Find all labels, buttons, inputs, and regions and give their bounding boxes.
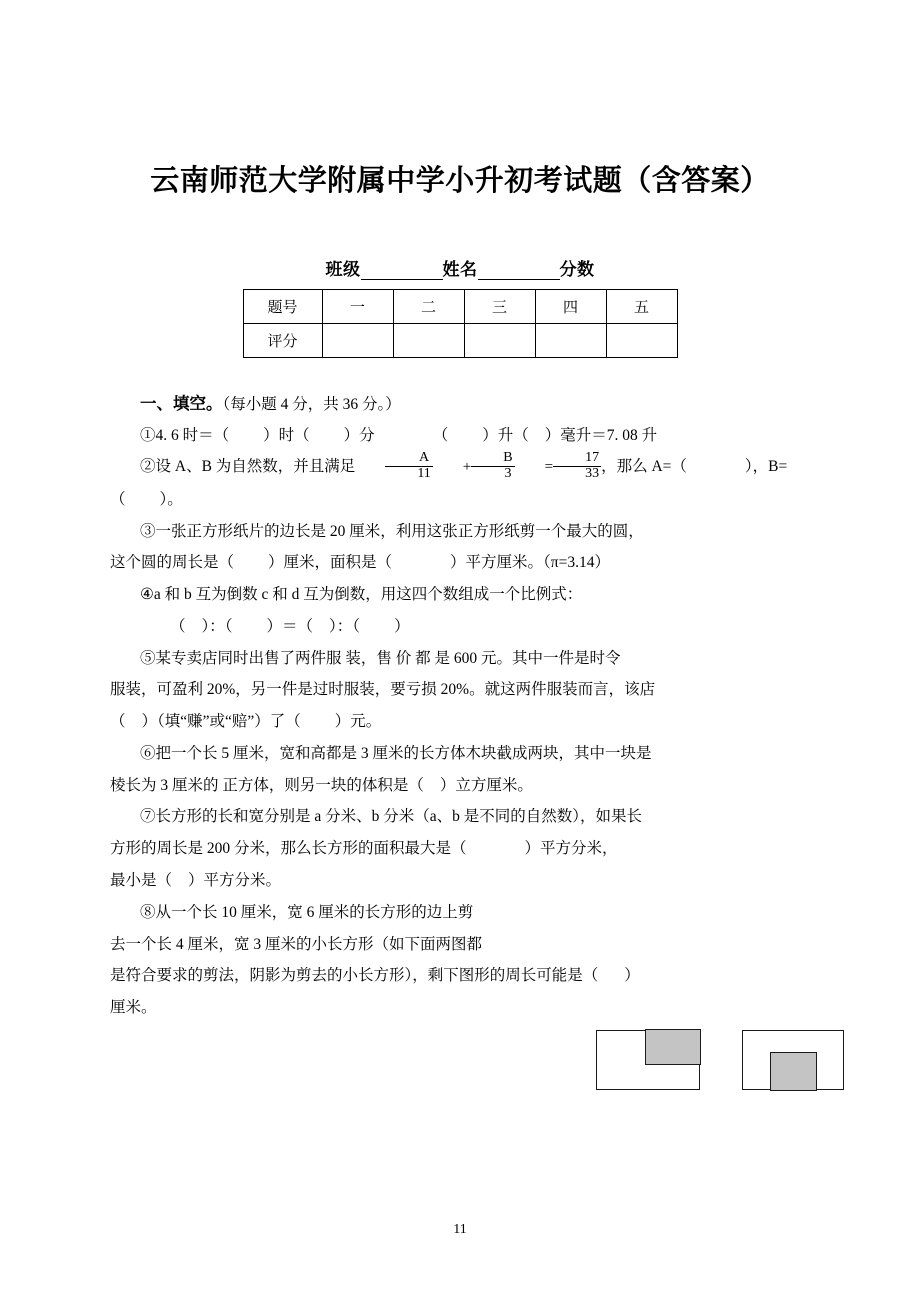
question-3: [110, 516, 810, 548]
question-6: [110, 738, 810, 770]
table-row-scores: [243, 324, 677, 358]
student-info-line: [110, 255, 810, 280]
fraction-denominator: 3: [471, 466, 514, 482]
question-3-line2: [110, 547, 810, 579]
question-4: [110, 579, 810, 611]
fraction-a-over-11: [385, 451, 432, 481]
class-blank[interactable]: [361, 264, 443, 280]
question-5-line3-b: ）（填“赚”或“赔”）了（: [141, 713, 301, 731]
fraction-numerator: 17: [585, 450, 600, 466]
score-table-wrapper: [110, 289, 810, 358]
question-3-line1: 一张正方形纸片的边长是 20 厘米，利用这张正方形纸剪一个最大的圆，: [155, 522, 644, 540]
fraction-17-over-33: [553, 451, 601, 481]
question-7-line2: [110, 833, 810, 865]
question-5-line3: [110, 706, 810, 738]
question-number-5: 五: [606, 290, 677, 324]
question-5: [110, 643, 810, 675]
question-number-4: 四: [535, 290, 606, 324]
score-cell-1[interactable]: [322, 324, 393, 358]
question-8-line4-text: 厘米。: [110, 999, 157, 1017]
page-title: 云南师范大学附属中学小升初考试题（含答案）: [150, 165, 770, 197]
proportion-close: ）: [394, 617, 410, 635]
question-2-line2-close: ）。: [159, 490, 183, 508]
equals-operator: =: [544, 459, 554, 476]
question-number-1: 一: [322, 290, 393, 324]
question-2-text-after: ，那么 A=（: [601, 458, 687, 476]
proportion-part-4: ）：（: [329, 617, 361, 635]
shaded-cut-region: [770, 1052, 817, 1091]
question-7-line1: 长方形的长和宽分别是 a 分米、b 分米（a、b 是不同的自然数），如果长: [155, 808, 643, 826]
question-1-marker: ①: [140, 426, 156, 444]
shaded-cut-region: [645, 1029, 701, 1065]
question-8-marker: ⑧: [140, 903, 156, 921]
section-points: （每小题 4 分，共 36 分。）: [222, 396, 401, 414]
question-2-text-before: 设 A、B 为自然数，并且满足: [155, 458, 356, 476]
question-5-line1: 某专卖店同时出售了两件服 装，售 价 都 是 600 元。其中一件是时令: [155, 649, 621, 667]
question-8-line3-b: ）: [624, 967, 640, 985]
question-7-line3-b: ）平方分米。: [188, 871, 282, 889]
question-3-line2-c: ）平方厘米。（π=3.14）: [450, 554, 610, 572]
question-7-marker: ⑦: [140, 808, 156, 826]
fraction-numerator: A: [418, 450, 430, 466]
question-7-line2-a: 方形的周长是 200 分米，那么长方形的面积最大是（: [110, 840, 467, 858]
question-6-line1: 把一个长 5 厘米，宽和高都是 3 厘米的长方体木块截成两块，其中一块是: [155, 744, 652, 762]
question-number-3: 三: [464, 290, 535, 324]
question-7-line3: [110, 865, 810, 897]
fraction-b-over-3: [471, 451, 514, 481]
question-7: [110, 801, 810, 833]
row-label-score: 评分: [243, 324, 322, 358]
score-table: [243, 289, 678, 358]
question-4-marker: ④: [140, 586, 154, 604]
question-2-line2: [110, 484, 810, 516]
score-cell-5[interactable]: [606, 324, 677, 358]
question-6-line2-b: ）立方厘米。: [439, 776, 533, 794]
question-5-line2-text: 服装，可盈利 20%，另一件是过时服装，要亏损 20%。就这两件服装而言，该店: [110, 681, 656, 699]
name-blank[interactable]: [478, 264, 560, 280]
fraction-numerator: B: [503, 450, 513, 466]
score-cell-4[interactable]: [535, 324, 606, 358]
row-label-question-number: 题号: [243, 290, 322, 324]
score-cell-2[interactable]: [393, 324, 464, 358]
question-5-marker: ⑤: [140, 649, 156, 667]
question-number-2: 二: [393, 290, 464, 324]
proportion-open-1: （: [170, 617, 186, 635]
section-heading: [110, 388, 810, 419]
question-1: [110, 420, 810, 452]
question-8-figures: [594, 1028, 844, 1096]
question-3-line2-b: ）厘米，面积是（: [268, 554, 393, 572]
score-cell-3[interactable]: [464, 324, 535, 358]
question-1-part-d: （: [432, 426, 449, 444]
question-3-marker: ③: [140, 522, 156, 540]
question-7-line3-a: 最小是（: [110, 871, 173, 889]
name-label: 姓名: [442, 260, 478, 280]
proportion-part-2: ）：（: [201, 617, 233, 635]
question-8-line1: 从一个长 10 厘米，宽 6 厘米的长方形的边上剪: [155, 903, 474, 921]
question-3-line2-a: 这个圆的周长是（: [110, 554, 235, 572]
question-2: [110, 451, 810, 483]
proportion-part-3: ）＝（: [266, 617, 314, 635]
question-5-line3-a: （: [110, 713, 126, 731]
question-8-line2: [110, 929, 580, 961]
question-6-line2-a: 棱长为 3 厘米的 正方体，则另一块的体积是（: [110, 776, 424, 794]
fraction-denominator: 11: [385, 466, 432, 482]
fraction-denominator: 33: [553, 466, 601, 482]
question-8: [110, 897, 580, 929]
class-label: 班级: [325, 260, 361, 280]
figure-rectangle-bottom-middle-cut: [742, 1030, 844, 1090]
question-5-line3-c: ）元。: [334, 713, 382, 731]
fraction-equation: [355, 451, 601, 483]
figure-rectangle-top-right-cut: [596, 1030, 700, 1090]
table-row-question-numbers: [243, 290, 677, 324]
page-number: 11: [453, 1222, 467, 1237]
question-4-proportion: [110, 611, 810, 643]
question-4-line1: a 和 b 互为倒数 c 和 d 互为倒数，用这四个数组成一个比例式：: [153, 586, 583, 604]
question-6-line2: [110, 770, 810, 802]
section-number: 一、: [140, 394, 173, 414]
question-1-part-b: ）时（: [263, 426, 310, 444]
question-8-line3: [110, 960, 810, 992]
question-7-line2-b: ）平方分米，: [524, 840, 618, 858]
question-8-line4: [110, 992, 810, 1024]
question-8-line3-a: 是符合要求的剪法，阴影为剪去的小长方形），剩下图形的周长可能是（: [110, 967, 599, 985]
question-2-line2-open: （: [110, 490, 126, 508]
question-1-part-e: ）升（: [482, 426, 529, 444]
question-8-line2-text: 去一个长 4 厘米，宽 3 厘米的小长方形（如下面两图都: [110, 935, 483, 953]
question-2-text-end: ），B=: [744, 458, 788, 476]
question-1-part-f: ）毫升＝7. 08 升: [544, 426, 658, 444]
score-label: 分数: [559, 260, 595, 280]
section-name: 填空。: [173, 394, 223, 414]
question-2-marker: ②: [140, 458, 156, 476]
question-6-marker: ⑥: [140, 744, 156, 762]
plus-operator: +: [462, 459, 472, 476]
question-1-part-a: 4. 6 时＝（: [155, 426, 230, 444]
question-5-line2: [110, 674, 810, 706]
question-1-part-c: ）分: [343, 426, 375, 444]
